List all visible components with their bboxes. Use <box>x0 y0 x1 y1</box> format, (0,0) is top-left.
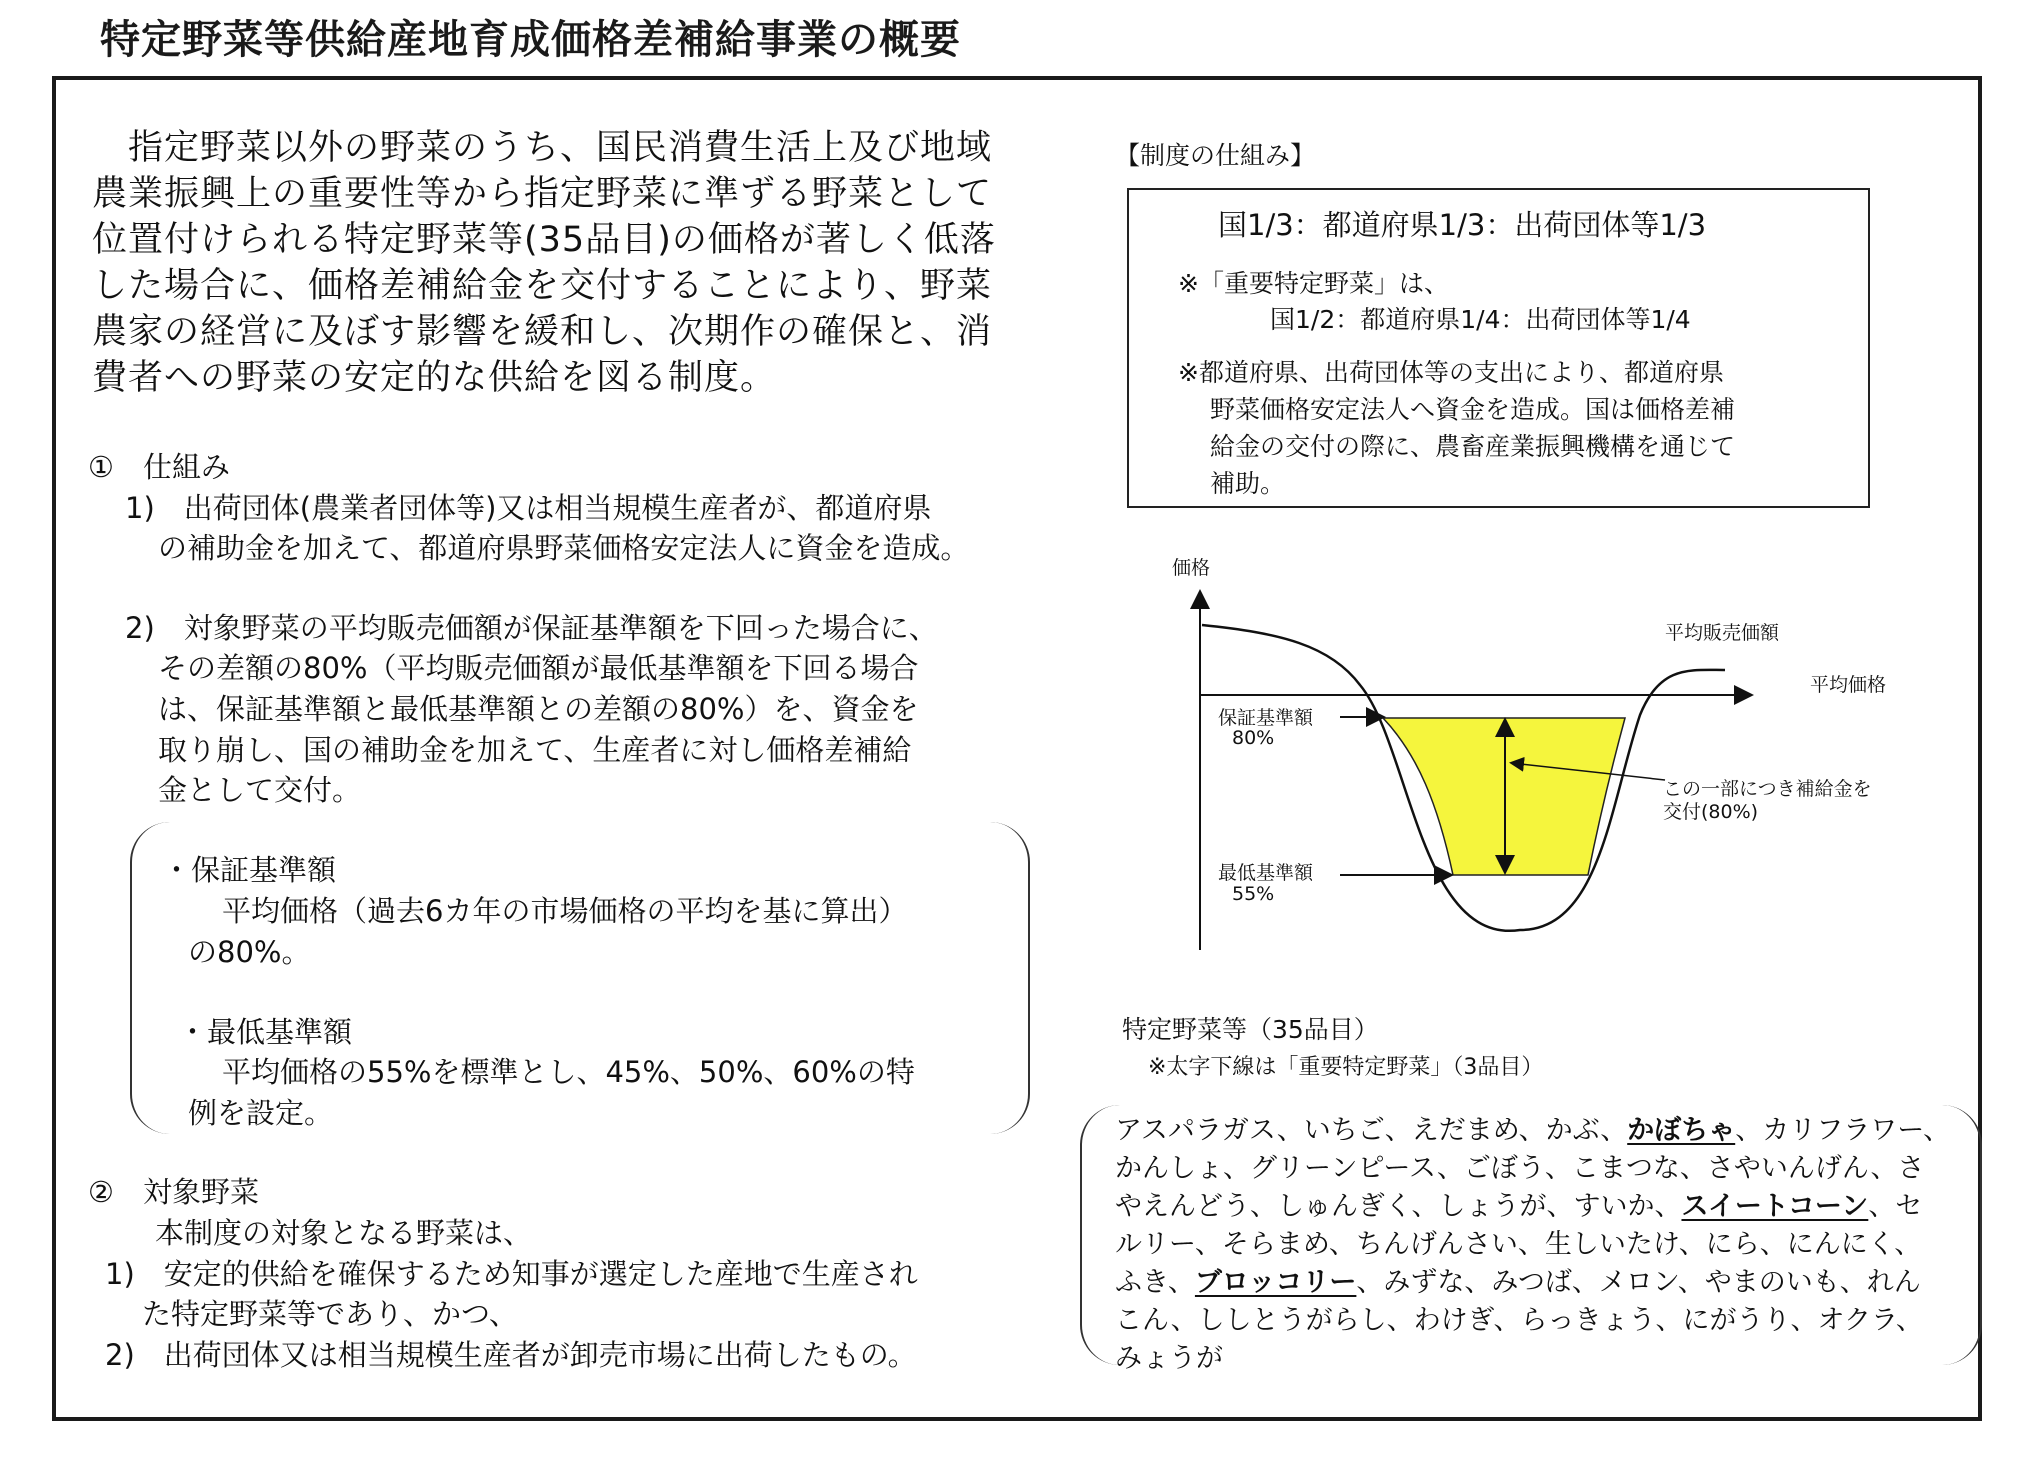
annotation-line: 交付(80%) <box>1663 801 1759 823</box>
veg-important: スイートコーン <box>1681 1191 1869 1222</box>
avg-label: 平均価格 <box>1810 674 1887 696</box>
section1-item2-line: 取り崩し、国の補助金を加えて、生産者に対し価格差補給 <box>158 733 912 767</box>
minimum-text: 例を設定。 <box>188 1096 334 1130</box>
veg-text: ふき、 <box>1115 1267 1195 1298</box>
section1-item2-line: は、保証基準額と最低基準額との差額の80%）を、資金を <box>158 692 919 726</box>
section1-item2-line: 金として交付。 <box>158 773 362 807</box>
note1-a: ※「重要特定野菜」は、 <box>1178 269 1449 298</box>
intro-line: 指定野菜以外の野菜のうち、国民消費生活上及び地域 <box>92 128 993 168</box>
minimum-label: ・最低基準額 <box>178 1015 353 1049</box>
veg-text: やえんどう、しゅんぎく、しょうが、すいか、 <box>1115 1191 1682 1222</box>
veg-important: かぼちゃ <box>1627 1115 1736 1146</box>
curve-label: 平均販売価額 <box>1665 622 1780 644</box>
intro-line: 位置付けられる特定野菜等(35品目)の価格が著しく低落 <box>92 220 996 260</box>
veg-text: 、みずな、みつば、メロン、やまのいも、れん <box>1356 1267 1921 1298</box>
intro-line: 農業振興上の重要性等から指定野菜に準ずる野菜として <box>92 174 993 214</box>
intro-line: 費者への野菜の安定的な供給を図る制度。 <box>92 358 777 398</box>
veg-important: ブロッコリー <box>1194 1267 1357 1298</box>
ratio-main: 国1/3：都道府県1/3：出荷団体等1/3 <box>1218 208 1707 242</box>
guarantee-text: の80%。 <box>188 935 311 969</box>
price-graph <box>1120 545 1980 975</box>
guarantee-text: 平均価格（過去6カ年の市場価格の平均を基に算出） <box>222 894 908 928</box>
section1-heading: ① 仕組み <box>88 450 230 484</box>
note2-line: 補助。 <box>1210 469 1286 498</box>
veg-text: アスパラガス、いちご、えだまめ、かぶ、 <box>1115 1115 1628 1146</box>
system-heading: 【制度の仕組み】 <box>1115 141 1316 170</box>
page-title: 特定野菜等供給産地育成価格差補給事業の概要 <box>100 17 961 63</box>
section2-line: 1) 安定的供給を確保するため知事が選定した産地で生産され <box>105 1257 918 1291</box>
vegetables-line <box>1115 1260 1921 1299</box>
vegetables-line: かんしょ、グリーンピース、ごぼう、こまつな、さやいんげん、さ <box>1115 1153 1925 1184</box>
minimum-level-label: 最低基準額 <box>1218 862 1314 884</box>
veg-text: 、セ <box>1868 1191 1923 1222</box>
section1-item2-line: その差額の80%（平均販売価額が最低基準額を下回る場合 <box>158 651 919 685</box>
note2-line: 給金の交付の際に、農畜産業振興機構を通じて <box>1210 432 1736 461</box>
vegetables-line: ルリー、そらまめ、ちんげんさい、生しいたけ、にら、にんにく、 <box>1115 1229 1922 1260</box>
minimum-text: 平均価格の55%を標準とし、45%、50%、60%の特 <box>222 1055 915 1089</box>
minimum-level-pct: 55% <box>1232 883 1275 905</box>
note2-line: ※都道府県、出荷団体等の支出により、都道府県 <box>1178 358 1724 387</box>
annotation-line: この一部につき補給金を <box>1663 778 1872 800</box>
note2-line: 野菜価格安定法人へ資金を造成。国は価格差補 <box>1210 395 1736 424</box>
vegetables-heading: 特定野菜等（35品目） <box>1122 1015 1379 1044</box>
vegetables-line <box>1115 1184 1922 1223</box>
intro-line: 農家の経営に及ぼす影響を緩和し、次期作の確保と、消 <box>92 312 993 352</box>
section1-item1-line: 1) 出荷団体(農業者団体等)又は相当規模生産者が、都道府県 <box>125 491 932 525</box>
section2-heading: ② 対象野菜 <box>88 1175 259 1209</box>
veg-text: 、カリフラワー、 <box>1735 1115 1951 1146</box>
section2-line: 本制度の対象となる野菜は、 <box>155 1216 533 1250</box>
section1-item2-line: 2) 対象野菜の平均販売価額が保証基準額を下回った場合に、 <box>125 611 938 645</box>
vegetables-line: こん、ししとうがらし、わけぎ、らっきょう、にがうり、オクラ、 <box>1115 1305 1923 1336</box>
vegetables-note: ※太字下線は「重要特定野菜」（3品目） <box>1148 1055 1544 1080</box>
section2-line: 2) 出荷団体又は相当規模生産者が卸売市場に出荷したもの。 <box>105 1338 917 1372</box>
section1-item1-line: の補助金を加えて、都道府県野菜価格安定法人に資金を造成。 <box>158 531 970 565</box>
guarantee-level-pct: 80% <box>1232 727 1275 749</box>
intro-line: した場合に、価格差補給金を交付することにより、野菜 <box>92 266 993 306</box>
vegetables-line: みょうが <box>1115 1343 1223 1374</box>
section2-line: た特定野菜等であり、かつ、 <box>142 1297 518 1331</box>
guarantee-label: ・保証基準額 <box>162 853 337 887</box>
guarantee-level-label: 保証基準額 <box>1218 707 1314 729</box>
note1-b: 国1/2：都道府県1/4：出荷団体等1/4 <box>1270 305 1691 334</box>
y-axis-label: 価格 <box>1172 557 1211 579</box>
vegetables-line <box>1115 1108 1950 1147</box>
